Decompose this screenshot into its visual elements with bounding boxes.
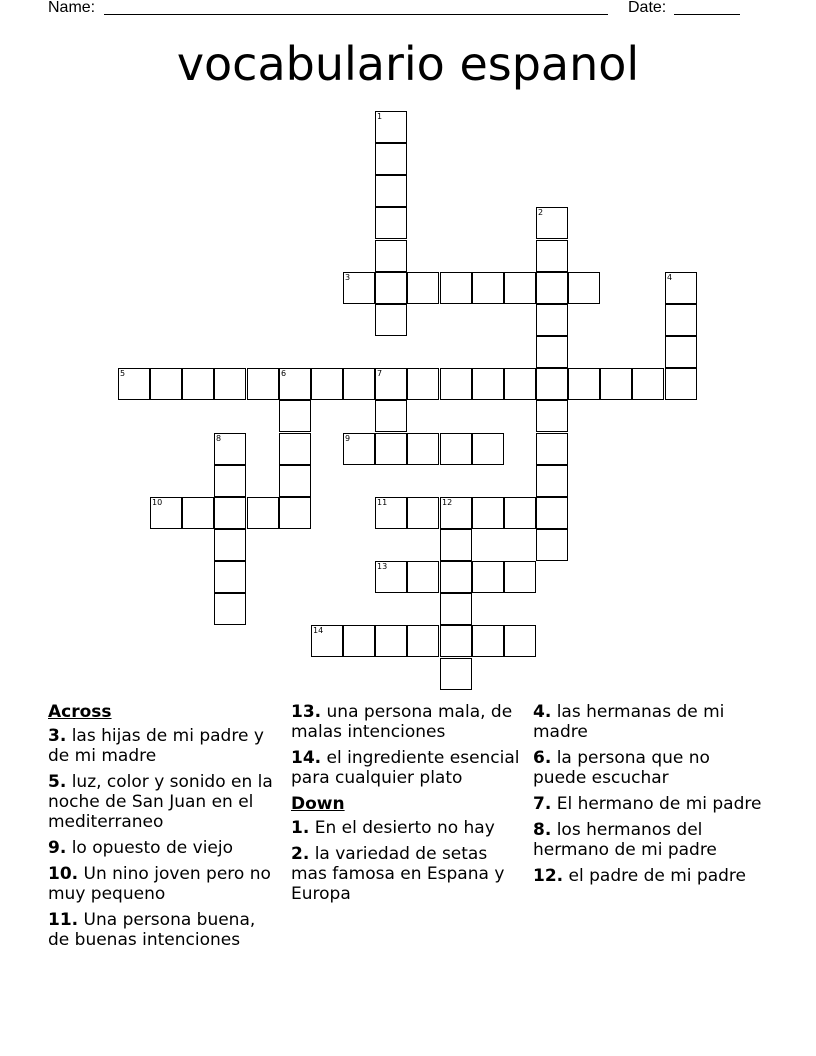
grid-cell[interactable] xyxy=(472,433,504,465)
clue-down xyxy=(533,866,765,886)
grid-cell[interactable] xyxy=(504,368,536,400)
cell-number: 9 xyxy=(345,434,351,443)
grid-cell[interactable] xyxy=(504,272,536,304)
clue-across xyxy=(48,838,280,858)
grid-cell[interactable] xyxy=(536,368,568,400)
clue-number: 9. xyxy=(48,838,67,858)
clue-number: 3. xyxy=(48,726,67,746)
grid-cell[interactable] xyxy=(440,529,472,561)
grid-cell[interactable] xyxy=(472,561,504,593)
clue-number: 10. xyxy=(48,864,79,884)
grid-cell[interactable] xyxy=(247,497,279,529)
grid-cell[interactable] xyxy=(440,561,472,593)
clue-number: 13. xyxy=(291,702,322,722)
clue-down xyxy=(533,794,765,814)
cell-number: 7 xyxy=(377,369,383,378)
grid-cell[interactable] xyxy=(440,658,472,690)
clue-across xyxy=(48,864,280,904)
grid-cell[interactable] xyxy=(279,400,311,432)
grid-cell[interactable] xyxy=(440,272,472,304)
clue-down xyxy=(533,748,765,788)
grid-cell[interactable] xyxy=(214,593,246,625)
grid-cell[interactable] xyxy=(536,336,568,368)
grid-cell[interactable] xyxy=(279,497,311,529)
grid-cell[interactable] xyxy=(407,433,439,465)
grid-cell[interactable] xyxy=(568,368,600,400)
down-heading: Down xyxy=(291,794,345,814)
grid-cell[interactable] xyxy=(375,400,407,432)
clues-column-1 xyxy=(48,702,280,956)
grid-cell[interactable] xyxy=(279,465,311,497)
grid-cell[interactable] xyxy=(150,368,182,400)
clue-text: una persona mala, de malas intenciones xyxy=(291,702,513,742)
grid-cell[interactable] xyxy=(536,272,568,304)
clue-text: la persona que no puede escuchar xyxy=(533,748,710,788)
grid-cell[interactable] xyxy=(472,272,504,304)
grid-cell[interactable] xyxy=(440,433,472,465)
clues-column-3 xyxy=(533,702,765,892)
grid-cell[interactable] xyxy=(536,465,568,497)
clue-text: las hermanas de mi madre xyxy=(533,702,725,742)
clue-text: el padre de mi padre xyxy=(568,866,747,886)
grid-cell[interactable] xyxy=(536,400,568,432)
grid-cell[interactable] xyxy=(440,497,472,529)
clue-number: 5. xyxy=(48,772,67,792)
cell-number: 11 xyxy=(377,498,388,507)
grid-cell[interactable] xyxy=(665,304,697,336)
cell-number: 2 xyxy=(538,208,544,217)
clue-text: El hermano de mi padre xyxy=(556,794,762,814)
grid-cell[interactable] xyxy=(568,272,600,304)
grid-cell[interactable] xyxy=(440,368,472,400)
clue-across xyxy=(291,748,523,788)
grid-cell[interactable] xyxy=(472,625,504,657)
cell-number: 10 xyxy=(152,498,163,507)
grid-cell[interactable] xyxy=(375,497,407,529)
grid-cell[interactable] xyxy=(214,529,246,561)
clue-text: el ingrediente esencial para cualquier plato xyxy=(291,748,520,788)
grid-cell[interactable] xyxy=(536,433,568,465)
grid-cell[interactable] xyxy=(536,207,568,239)
clue-down xyxy=(533,820,765,860)
clue-number: 8. xyxy=(533,820,552,840)
grid-cell[interactable] xyxy=(343,272,375,304)
grid-cell[interactable] xyxy=(182,497,214,529)
clue-number: 7. xyxy=(533,794,552,814)
grid-cell[interactable] xyxy=(504,497,536,529)
across-heading: Across xyxy=(48,702,112,722)
grid-cell[interactable] xyxy=(472,368,504,400)
grid-cell[interactable] xyxy=(407,497,439,529)
grid-cell[interactable] xyxy=(536,240,568,272)
grid-cell[interactable] xyxy=(375,111,407,143)
grid-cell[interactable] xyxy=(536,304,568,336)
grid-cell[interactable] xyxy=(214,368,246,400)
clue-text: Una persona buena, de buenas intenciones xyxy=(48,910,256,950)
grid-cell[interactable] xyxy=(407,368,439,400)
grid-cell[interactable] xyxy=(407,272,439,304)
grid-cell[interactable] xyxy=(665,272,697,304)
clue-text: lo opuesto de viejo xyxy=(71,838,234,858)
grid-cell[interactable] xyxy=(279,368,311,400)
grid-cell[interactable] xyxy=(375,143,407,175)
grid-cell[interactable] xyxy=(311,368,343,400)
clue-text: Un nino joven pero no muy pequeno xyxy=(48,864,271,904)
grid-cell[interactable] xyxy=(343,625,375,657)
grid-cell[interactable] xyxy=(600,368,632,400)
grid-cell[interactable] xyxy=(375,272,407,304)
clues-column-2 xyxy=(291,702,523,910)
grid-cell[interactable] xyxy=(504,625,536,657)
grid-cell[interactable] xyxy=(632,368,664,400)
grid-cell[interactable] xyxy=(247,368,279,400)
grid-cell[interactable] xyxy=(214,433,246,465)
clue-number: 14. xyxy=(291,748,322,768)
cell-number: 1 xyxy=(377,112,383,121)
grid-cell[interactable] xyxy=(150,497,182,529)
name-label: Name: xyxy=(48,0,96,16)
date-label: Date: xyxy=(628,0,667,16)
clue-across xyxy=(291,702,523,742)
grid-cell[interactable] xyxy=(118,368,150,400)
cell-number: 4 xyxy=(667,273,673,282)
clue-down xyxy=(291,818,523,838)
grid-cell[interactable] xyxy=(343,433,375,465)
clue-number: 6. xyxy=(533,748,552,768)
grid-cell[interactable] xyxy=(665,368,697,400)
clue-down xyxy=(533,702,765,742)
grid-cell[interactable] xyxy=(279,433,311,465)
puzzle-title: vocabulario espanol xyxy=(176,37,640,91)
clue-text: los hermanos del hermano de mi padre xyxy=(533,820,717,860)
grid-cell[interactable] xyxy=(536,497,568,529)
grid-cell[interactable] xyxy=(375,561,407,593)
clue-across xyxy=(48,726,280,766)
clue-text: la variedad de setas mas famosa en Espana y Europa xyxy=(291,844,505,904)
cell-number: 12 xyxy=(442,498,453,507)
grid-cell[interactable] xyxy=(536,529,568,561)
clue-across xyxy=(48,910,280,950)
grid-cell[interactable] xyxy=(375,304,407,336)
clue-text: En el desierto no hay xyxy=(314,818,495,838)
clue-number: 12. xyxy=(533,866,564,886)
grid-cell[interactable] xyxy=(407,625,439,657)
cell-number: 5 xyxy=(120,369,126,378)
grid-cell[interactable] xyxy=(182,368,214,400)
grid-cell[interactable] xyxy=(375,368,407,400)
grid-cell[interactable] xyxy=(214,497,246,529)
clue-down xyxy=(291,844,523,904)
clue-number: 11. xyxy=(48,910,79,930)
grid-cell[interactable] xyxy=(472,497,504,529)
cell-number: 13 xyxy=(377,562,388,571)
cell-number: 6 xyxy=(281,369,287,378)
grid-cell[interactable] xyxy=(311,625,343,657)
grid-cell[interactable] xyxy=(375,207,407,239)
grid-cell[interactable] xyxy=(407,561,439,593)
clue-number: 4. xyxy=(533,702,552,722)
clue-text: las hijas de mi padre y de mi madre xyxy=(48,726,264,766)
grid-cell[interactable] xyxy=(375,175,407,207)
clue-number: 1. xyxy=(291,818,310,838)
clue-text: luz, color y sonido en la noche de San Juan en el mediterraneo xyxy=(48,772,273,832)
cell-number: 14 xyxy=(313,626,324,635)
clue-number: 2. xyxy=(291,844,310,864)
grid-cell[interactable] xyxy=(665,336,697,368)
grid-cell[interactable] xyxy=(375,433,407,465)
cell-number: 8 xyxy=(216,434,222,443)
grid-cell[interactable] xyxy=(214,561,246,593)
grid-cell[interactable] xyxy=(504,561,536,593)
clue-across xyxy=(48,772,280,832)
grid-cell[interactable] xyxy=(214,465,246,497)
grid-cell[interactable] xyxy=(375,625,407,657)
grid-cell[interactable] xyxy=(440,625,472,657)
grid-cell[interactable] xyxy=(440,593,472,625)
grid-cell[interactable] xyxy=(343,368,375,400)
cell-number: 3 xyxy=(345,273,351,282)
grid-cell[interactable] xyxy=(375,240,407,272)
